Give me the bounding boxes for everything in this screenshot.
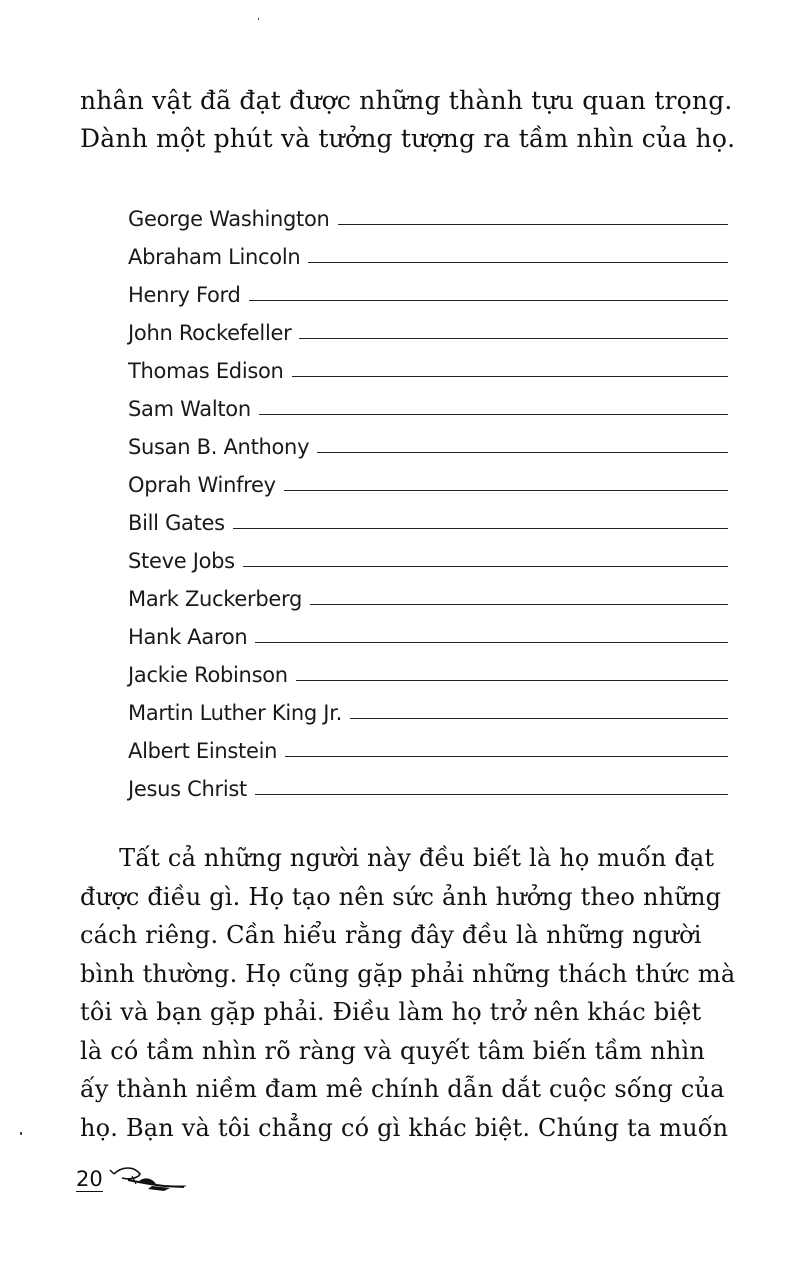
name-label: John Rockefeller bbox=[128, 321, 292, 345]
name-label: Hank Aaron bbox=[128, 625, 248, 649]
name-label: Steve Jobs bbox=[128, 549, 235, 573]
print-speck bbox=[20, 1132, 22, 1135]
intro-line: Dành một phút và tưởng tượng ra tầm nhìn của họ. bbox=[80, 124, 736, 153]
fill-in-line bbox=[296, 679, 728, 681]
list-item bbox=[128, 387, 728, 425]
body-line: cách riêng. Cần hiểu rằng đây đều là những người bbox=[80, 921, 702, 949]
body-line: họ. Bạn và tôi chẳng có gì khác biệt. Chúng ta muốn bbox=[80, 1113, 729, 1142]
body-paragraph bbox=[80, 839, 740, 1147]
list-item bbox=[128, 767, 728, 805]
list-item bbox=[128, 273, 728, 311]
body-line: tôi và bạn gặp phải. Điều làm họ trở nên khác biệt bbox=[80, 998, 702, 1026]
name-label: Susan B. Anthony bbox=[128, 435, 310, 459]
fill-in-line bbox=[350, 717, 728, 719]
list-item bbox=[128, 463, 728, 501]
name-label: Sam Walton bbox=[128, 397, 251, 421]
name-label: Martin Luther King Jr. bbox=[128, 701, 342, 725]
list-item bbox=[128, 691, 728, 729]
name-label: Mark Zuckerberg bbox=[128, 587, 303, 611]
bird-ornament-icon bbox=[108, 1160, 188, 1196]
fill-in-line bbox=[317, 451, 728, 453]
name-label: Jesus Christ bbox=[128, 777, 247, 801]
list-item bbox=[128, 539, 728, 577]
name-label: George Washington bbox=[128, 207, 330, 231]
list-item bbox=[128, 311, 728, 349]
fill-in-line bbox=[338, 223, 728, 225]
name-label: Oprah Winfrey bbox=[128, 473, 276, 497]
list-item bbox=[128, 235, 728, 273]
list-item bbox=[128, 349, 728, 387]
print-speck bbox=[258, 18, 259, 20]
intro-paragraph bbox=[80, 82, 740, 158]
name-label: Bill Gates bbox=[128, 511, 225, 535]
fill-in-line bbox=[259, 413, 728, 415]
list-item bbox=[128, 577, 728, 615]
fill-in-line bbox=[310, 603, 728, 605]
list-item bbox=[128, 501, 728, 539]
body-line: bình thường. Họ cũng gặp phải những thách thức mà bbox=[80, 959, 736, 988]
list-item bbox=[128, 197, 728, 235]
fill-in-line bbox=[284, 489, 728, 491]
list-item bbox=[128, 729, 728, 767]
names-list bbox=[128, 197, 728, 805]
list-item bbox=[128, 425, 728, 463]
fill-in-line bbox=[292, 375, 728, 377]
body-line: Tất cả những người này đều biết là họ muốn đạt bbox=[80, 844, 715, 872]
name-label: Henry Ford bbox=[128, 283, 241, 307]
name-label: Albert Einstein bbox=[128, 739, 278, 763]
body-line: là có tầm nhìn rõ ràng và quyết tâm biến tầm nhìn bbox=[80, 1036, 706, 1065]
fill-in-line bbox=[299, 337, 728, 339]
fill-in-line bbox=[255, 793, 728, 795]
name-label: Jackie Robinson bbox=[128, 663, 288, 687]
fill-in-line bbox=[233, 527, 728, 529]
page-number: 20 bbox=[76, 1167, 103, 1191]
name-label: Abraham Lincoln bbox=[128, 245, 301, 269]
fill-in-line bbox=[249, 299, 728, 301]
body-line: được điều gì. Họ tạo nên sức ảnh hưởng theo những bbox=[80, 882, 722, 911]
fill-in-line bbox=[255, 641, 728, 643]
fill-in-line bbox=[285, 755, 728, 757]
body-line: ấy thành niềm đam mê chính dẫn dắt cuộc sống của bbox=[80, 1075, 725, 1103]
fill-in-line bbox=[308, 261, 728, 263]
name-label: Thomas Edison bbox=[128, 359, 284, 383]
fill-in-line bbox=[243, 565, 728, 567]
intro-line: nhân vật đã đạt được những thành tựu quan trọng. bbox=[80, 86, 733, 115]
list-item bbox=[128, 615, 728, 653]
list-item bbox=[128, 653, 728, 691]
